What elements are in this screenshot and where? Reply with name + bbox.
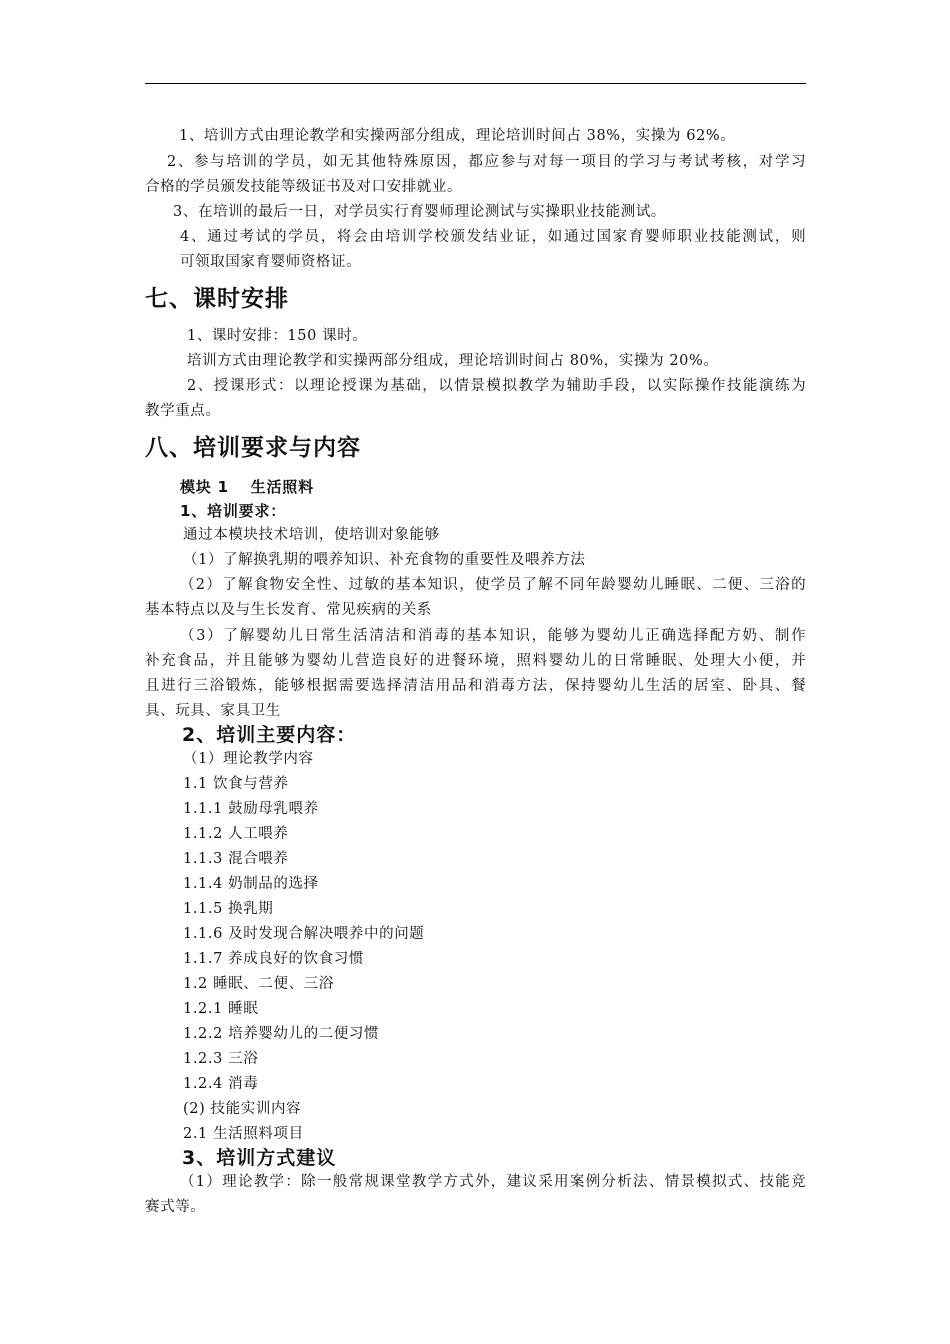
list-item: 1.1.2 人工喂养	[183, 826, 289, 842]
paragraph: 1、培训方式由理论教学和实操两部分组成，理论培训时间占 38%，实操为 62%。	[179, 128, 736, 144]
list-item: 1.2 睡眠、二便、三浴	[183, 976, 334, 992]
paragraph: 通过本模块技术培训，使培训对象能够	[183, 527, 440, 543]
paragraph: 合格的学员颁发技能等级证书及对口安排就业。	[145, 179, 463, 195]
list-item: 1.1.4 奶制品的选择	[183, 876, 319, 892]
list-item: 1.1.1 鼓励母乳喂养	[183, 801, 319, 817]
list-item: 1.1.6 及时发现合解决喂养中的问题	[183, 926, 425, 942]
list-item: （1）了解换乳期的喂养知识、补充食物的重要性及喂养方法	[183, 552, 586, 568]
paragraph: 教学重点。	[145, 403, 221, 419]
paragraph: 可领取国家育婴师资格证。	[180, 254, 362, 270]
list-item: 1.1 饮食与营养	[183, 776, 289, 792]
paragraph: 赛式等。	[145, 1199, 206, 1215]
paragraph: 培训方式由理论教学和实操两部分组成，理论培训时间占 80%，实操为 20%。	[187, 353, 719, 369]
list-item: (2) 技能实训内容	[183, 1101, 302, 1117]
list-item: （2）了解食物安全性、过敏的基本知识，使学员了解不同年龄婴幼儿睡眠、二便、三浴的	[180, 577, 806, 593]
module-heading: 模块 1 生活照料	[180, 478, 314, 496]
list-item: 且进行三浴锻炼，能够根据需要选择清洁用品和消毒方法，保持婴幼儿生活的居室、卧具、餐	[145, 678, 806, 694]
header-rule	[145, 83, 806, 84]
list-item: 1.1.5 换乳期	[183, 901, 274, 917]
paragraph: 2、参与培训的学员，如无其他特殊原因，都应参与对每一项目的学习与考试考核，对学习	[167, 154, 806, 170]
list-item: 基本特点以及与生长发育、常见疾病的关系	[145, 602, 432, 618]
list-item: 1.2.1 睡眠	[183, 1001, 259, 1017]
list-item: 1.2.3 三浴	[183, 1051, 259, 1067]
list-item: 1.1.3 混合喂养	[183, 851, 289, 867]
subsection-heading: 1、培训要求：	[180, 502, 287, 520]
paragraph: 2、授课形式：以理论授课为基础，以情景模拟教学为辅助手段，以实际操作技能演练为	[187, 378, 806, 394]
list-item: 1.1.7 养成良好的饮食习惯	[183, 951, 365, 967]
list-item: （1）理论教学内容	[183, 751, 314, 767]
list-item: 2.1 生活照料项目	[183, 1126, 304, 1142]
subsection-heading: 2、培训主要内容：	[182, 724, 357, 746]
list-item: 1.2.4 消毒	[183, 1076, 259, 1092]
section-heading: 八、培训要求与内容	[145, 435, 361, 461]
paragraph: （1）理论教学：除一般常规课堂教学方式外，建议采用案例分析法、情景模拟式、技能竞	[180, 1174, 806, 1190]
section-heading: 七、课时安排	[145, 286, 289, 312]
subsection-heading: 3、培训方式建议	[182, 1147, 337, 1169]
paragraph: 4、通过考试的学员，将会由培训学校颁发结业证，如通过国家育婴师职业技能测试，则	[180, 229, 806, 245]
list-item: 1.2.2 培养婴幼儿的二便习惯	[183, 1026, 380, 1042]
paragraph: 1、课时安排：150 课时。	[187, 328, 368, 344]
list-item: 补充食品，并且能够为婴幼儿营造良好的进餐环境，照料婴幼儿的日常睡眠、处理大小便，并	[145, 653, 806, 669]
list-item: 具、玩具、家具卫生	[145, 703, 281, 719]
paragraph: 3、在培训的最后一日，对学员实行育婴师理论测试与实操职业技能测试。	[173, 204, 667, 220]
list-item: （3）了解婴幼儿日常生活清洁和消毒的基本知识，能够为婴幼儿正确选择配方奶、制作	[180, 628, 806, 644]
